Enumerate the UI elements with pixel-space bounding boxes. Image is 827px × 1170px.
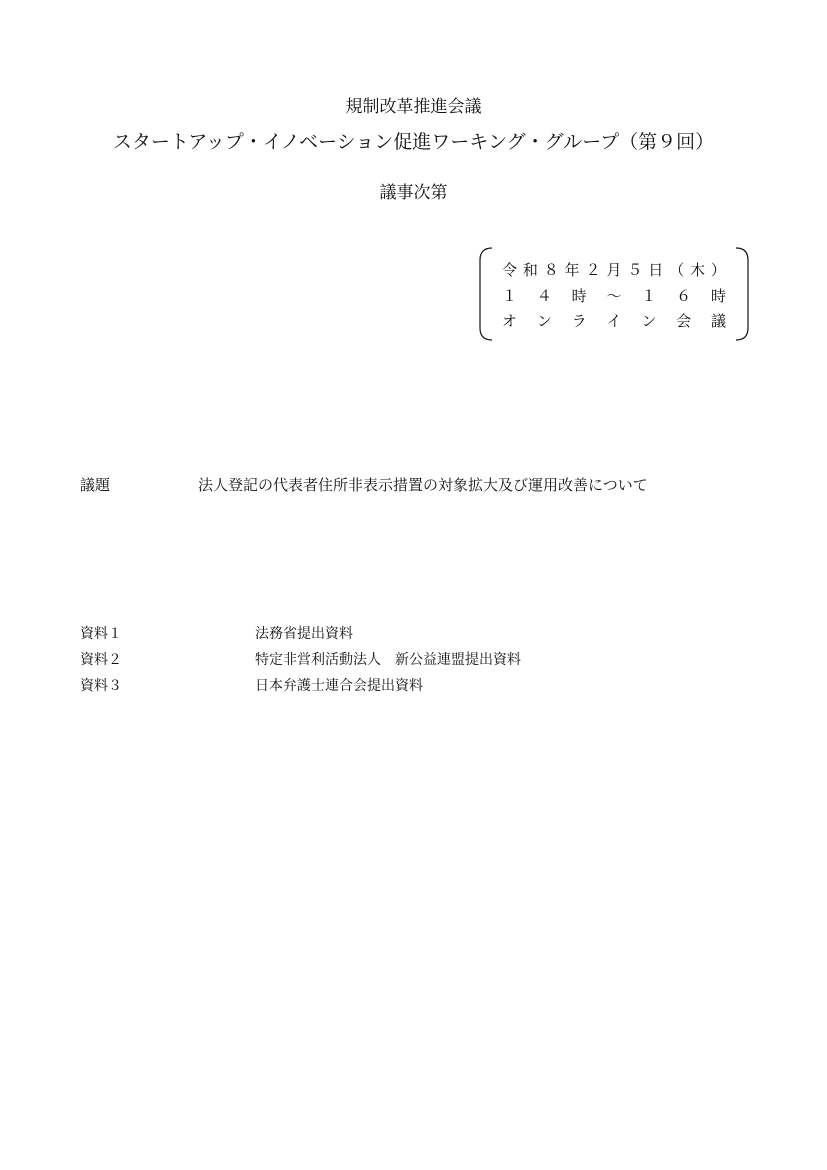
meeting-info-char: ８ xyxy=(543,260,559,279)
meeting-info-char: ５ xyxy=(627,260,643,279)
meeting-info-char: 〜 xyxy=(606,286,622,305)
meeting-info-char: 時 xyxy=(710,286,726,305)
material-title: 特定非営利活動法人 新公益連盟提出資料 xyxy=(255,652,521,668)
meeting-info-char: 令 xyxy=(502,260,518,279)
document-title: 議事次第 xyxy=(379,183,448,203)
meeting-info-char: 木 xyxy=(690,260,706,279)
left-bracket xyxy=(480,248,492,340)
agenda-label: 議題 xyxy=(80,476,111,494)
meeting-info-char: ４ xyxy=(536,286,552,305)
meeting-info-char: （ xyxy=(669,260,685,279)
meeting-info-char: 日 xyxy=(648,260,664,279)
meeting-info-char: ２ xyxy=(585,260,601,279)
meeting-info-char: イ xyxy=(606,311,622,330)
meeting-info-char: ン xyxy=(641,311,657,330)
meeting-info-char: 月 xyxy=(606,260,622,279)
meeting-format xyxy=(502,309,726,331)
material-label: 資料２ xyxy=(80,652,122,668)
meeting-info-char: ラ xyxy=(571,311,587,330)
right-bracket xyxy=(736,248,748,340)
meeting-info-char: ６ xyxy=(676,286,692,305)
meeting-info-char: 議 xyxy=(710,311,726,330)
meeting-info-char: 会 xyxy=(676,311,692,330)
meeting-time xyxy=(502,284,726,306)
meeting-info-char: １ xyxy=(502,286,518,305)
meeting-info-char: 時 xyxy=(571,286,587,305)
meeting-info-char: ン xyxy=(536,311,552,330)
material-label: 資料１ xyxy=(80,626,122,642)
meeting-info-char: 和 xyxy=(522,260,538,279)
working-group-title: スタートアップ・イノベーション促進ワーキング・グループ（第９回） xyxy=(112,131,715,153)
meeting-info-box xyxy=(478,246,750,342)
meeting-info-char: オ xyxy=(502,311,518,330)
material-title: 日本弁護士連合会提出資料 xyxy=(255,678,423,694)
material-label: 資料３ xyxy=(80,678,122,694)
organization-name: 規制改革推進会議 xyxy=(345,97,482,117)
material-title: 法務省提出資料 xyxy=(255,626,353,642)
meeting-date xyxy=(502,258,726,280)
meeting-info-char: １ xyxy=(641,286,657,305)
agenda-text: 法人登記の代表者住所非表示措置の対象拡大及び運用改善について xyxy=(198,476,648,494)
meeting-info-char: 年 xyxy=(564,260,580,279)
meeting-info-char: ） xyxy=(710,260,726,279)
